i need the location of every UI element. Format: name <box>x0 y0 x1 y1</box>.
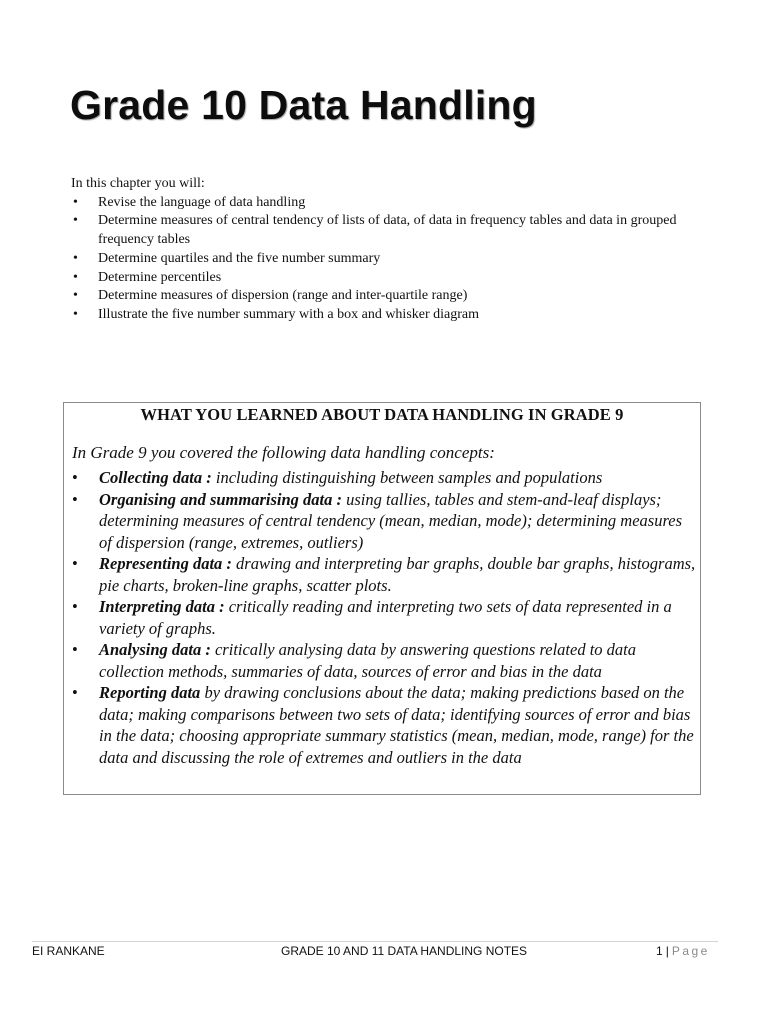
page-separator: | <box>665 944 669 958</box>
bullet-icon: • <box>73 213 78 229</box>
footer-document-name: GRADE 10 AND 11 DATA HANDLING NOTES <box>281 944 528 958</box>
list-item <box>71 194 711 213</box>
bullet-icon: • <box>72 640 78 659</box>
chapter-intro <box>71 175 711 325</box>
concept-text: including distinguishing between samples and populations <box>211 468 603 487</box>
list-item <box>72 467 696 489</box>
bullet-icon: • <box>72 489 78 509</box>
list-item <box>72 489 696 554</box>
intro-lead: In this chapter you will: <box>71 176 205 191</box>
list-item-text: Revise the language of data handling <box>98 194 306 210</box>
list-item-text: Determine percentiles <box>98 269 222 285</box>
bullet-icon: • <box>72 468 78 487</box>
concept-text: using tallies, tables and stem-and-leaf displays; determining measures of central tendency (mean, median, mode); determining measures of dispersion (range, extremes, outliers) <box>99 489 683 552</box>
bullet-icon: • <box>72 554 78 573</box>
list-item <box>72 639 696 682</box>
concept-term: Organising and summarising data : <box>99 489 342 509</box>
bullet-icon: • <box>73 194 78 210</box>
bullet-icon: • <box>72 683 78 702</box>
concepts-list <box>72 467 696 768</box>
bullet-icon: • <box>73 269 78 285</box>
page-title: Grade 10 Data Handling <box>70 82 537 128</box>
concept-term: Collecting data : <box>99 468 212 487</box>
list-item <box>72 553 696 596</box>
concept-text: critically reading and interpreting two sets of data represented in a variety of graphs. <box>99 597 672 638</box>
box-intro: In Grade 9 you covered the following data handling concepts: <box>72 443 495 462</box>
list-item-text: Determine measures of central tendency of lists of data, of data in frequency tables and data in grouped frequency tables <box>98 213 677 248</box>
bullet-icon: • <box>72 597 78 616</box>
concept-text: by drawing conclusions about the data; making predictions based on the data; making comparisons between two sets of data; identifying sources of error and bias in the data; choosing appropriate summary statistics (mean, median, mode, range) for the data and discussing the role of extremes and outliers in the data <box>99 683 694 767</box>
footer-page-number <box>656 944 710 958</box>
concept-text: drawing and interpreting bar graphs, double bar graphs, histograms, pie charts, broken-line graphs, scatter plots. <box>99 554 696 595</box>
concept-term: Analysing data : <box>99 640 211 659</box>
footer-divider <box>32 941 718 942</box>
list-item <box>71 287 711 306</box>
footer-author: EI RANKANE <box>32 944 105 958</box>
list-item <box>72 596 696 639</box>
bullet-icon: • <box>73 288 78 304</box>
list-item <box>71 269 711 288</box>
box-heading: WHAT YOU LEARNED ABOUT DATA HANDLING IN GRADE 9 <box>140 405 624 424</box>
list-item <box>71 250 711 269</box>
list-item <box>71 212 711 249</box>
bullet-icon: • <box>73 250 78 266</box>
concept-term: Interpreting data : <box>99 597 225 616</box>
bullet-icon: • <box>73 306 78 322</box>
objectives-list <box>71 194 711 325</box>
grade9-summary-box <box>63 402 701 795</box>
list-item-text: Determine measures of dispersion (range and inter-quartile range) <box>98 288 468 304</box>
concept-term: Reporting data <box>99 683 201 702</box>
concept-text: critically analysing data by answering questions related to data collection methods, summaries of data, sources of error and bias in the data <box>99 640 637 681</box>
list-item <box>72 682 696 768</box>
page-number: 1 <box>656 944 663 958</box>
list-item-text: Determine quartiles and the five number summary <box>98 250 381 266</box>
page-label: Page <box>671 944 710 958</box>
concept-term: Representing data : <box>99 554 232 573</box>
list-item-text: Illustrate the five number summary with a box and whisker diagram <box>98 306 480 322</box>
list-item <box>71 306 711 325</box>
